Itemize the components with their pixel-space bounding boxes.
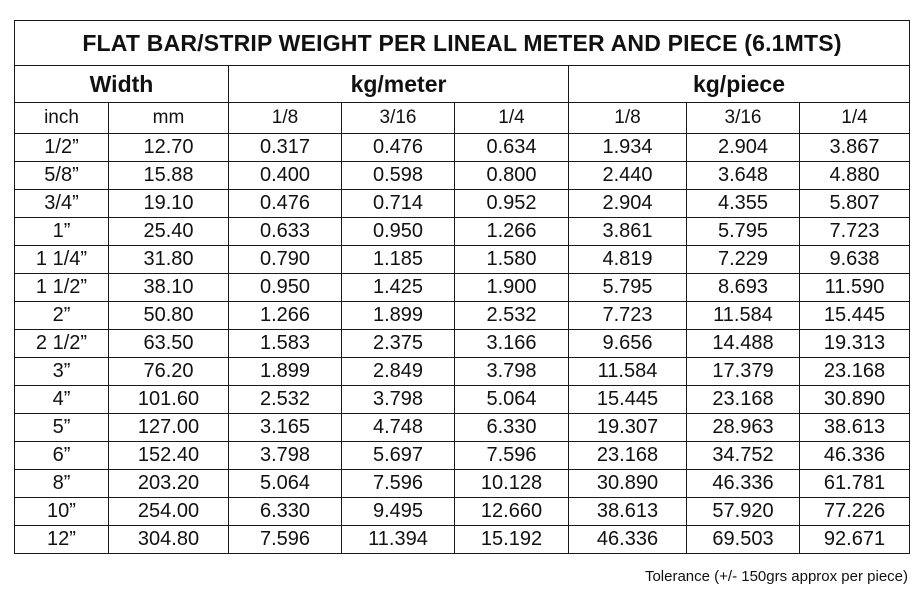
cell-meter-1-8: 3.165: [229, 414, 342, 442]
cell-inch: 1 1/2”: [15, 274, 109, 302]
group-header-width: Width: [15, 66, 229, 103]
cell-meter-3-16: 1.899: [342, 302, 455, 330]
cell-piece-1-4: 9.638: [800, 246, 910, 274]
cell-meter-1-8: 2.532: [229, 386, 342, 414]
table-row: [15, 358, 910, 386]
cell-meter-1-8: 1.899: [229, 358, 342, 386]
cell-meter-1-4: 0.634: [455, 134, 569, 162]
table-row: [15, 526, 910, 554]
cell-inch: 3/4”: [15, 190, 109, 218]
table-row: [15, 302, 910, 330]
cell-piece-1-4: 61.781: [800, 470, 910, 498]
cell-mm: 31.80: [109, 246, 229, 274]
cell-meter-3-16: 0.598: [342, 162, 455, 190]
cell-meter-1-4: 0.800: [455, 162, 569, 190]
cell-mm: 25.40: [109, 218, 229, 246]
cell-meter-3-16: 0.714: [342, 190, 455, 218]
cell-meter-1-8: 0.476: [229, 190, 342, 218]
table-row: [15, 330, 910, 358]
table-row: [15, 218, 910, 246]
cell-meter-3-16: 1.185: [342, 246, 455, 274]
cell-meter-1-4: 2.532: [455, 302, 569, 330]
cell-mm: 152.40: [109, 442, 229, 470]
cell-piece-3-16: 14.488: [687, 330, 800, 358]
cell-meter-3-16: 2.375: [342, 330, 455, 358]
cell-piece-3-16: 2.904: [687, 134, 800, 162]
cell-piece-3-16: 11.584: [687, 302, 800, 330]
cell-meter-1-4: 1.900: [455, 274, 569, 302]
cell-piece-1-4: 15.445: [800, 302, 910, 330]
table-row: [15, 190, 910, 218]
cell-meter-1-8: 0.950: [229, 274, 342, 302]
column-header-piece-1-8: 1/8: [569, 103, 687, 134]
cell-piece-3-16: 34.752: [687, 442, 800, 470]
cell-piece-3-16: 69.503: [687, 526, 800, 554]
table-row: [15, 414, 910, 442]
column-header-inch: inch: [15, 103, 109, 134]
cell-piece-3-16: 7.229: [687, 246, 800, 274]
cell-meter-1-8: 0.400: [229, 162, 342, 190]
cell-piece-3-16: 28.963: [687, 414, 800, 442]
cell-piece-1-4: 4.880: [800, 162, 910, 190]
cell-meter-1-4: 1.266: [455, 218, 569, 246]
cell-meter-3-16: 7.596: [342, 470, 455, 498]
cell-meter-1-4: 6.330: [455, 414, 569, 442]
cell-meter-1-4: 12.660: [455, 498, 569, 526]
cell-inch: 1”: [15, 218, 109, 246]
cell-meter-1-4: 1.580: [455, 246, 569, 274]
cell-mm: 127.00: [109, 414, 229, 442]
cell-piece-1-8: 23.168: [569, 442, 687, 470]
cell-meter-1-8: 0.633: [229, 218, 342, 246]
cell-piece-1-8: 19.307: [569, 414, 687, 442]
cell-piece-1-8: 38.613: [569, 498, 687, 526]
cell-piece-1-4: 19.313: [800, 330, 910, 358]
cell-piece-3-16: 17.379: [687, 358, 800, 386]
cell-piece-1-8: 7.723: [569, 302, 687, 330]
cell-inch: 1 1/4”: [15, 246, 109, 274]
cell-piece-1-8: 2.904: [569, 190, 687, 218]
cell-meter-3-16: 2.849: [342, 358, 455, 386]
cell-meter-1-8: 0.790: [229, 246, 342, 274]
cell-inch: 4”: [15, 386, 109, 414]
cell-piece-1-8: 2.440: [569, 162, 687, 190]
cell-piece-3-16: 57.920: [687, 498, 800, 526]
cell-piece-1-8: 30.890: [569, 470, 687, 498]
weight-table: [14, 20, 910, 554]
cell-meter-3-16: 0.476: [342, 134, 455, 162]
table-row: [15, 470, 910, 498]
cell-inch: 2”: [15, 302, 109, 330]
table-row: [15, 246, 910, 274]
group-header-kg-meter: kg/meter: [229, 66, 569, 103]
cell-meter-1-4: 10.128: [455, 470, 569, 498]
cell-piece-1-8: 11.584: [569, 358, 687, 386]
cell-meter-3-16: 0.950: [342, 218, 455, 246]
cell-meter-3-16: 11.394: [342, 526, 455, 554]
cell-piece-1-8: 15.445: [569, 386, 687, 414]
table-row: [15, 134, 910, 162]
cell-piece-1-4: 77.226: [800, 498, 910, 526]
cell-meter-3-16: 9.495: [342, 498, 455, 526]
cell-meter-3-16: 4.748: [342, 414, 455, 442]
cell-meter-1-8: 1.266: [229, 302, 342, 330]
column-header-row: [15, 103, 910, 134]
cell-mm: 101.60: [109, 386, 229, 414]
cell-mm: 254.00: [109, 498, 229, 526]
cell-inch: 8”: [15, 470, 109, 498]
cell-inch: 5/8”: [15, 162, 109, 190]
cell-piece-3-16: 46.336: [687, 470, 800, 498]
cell-inch: 6”: [15, 442, 109, 470]
weight-table-sheet: [14, 20, 909, 554]
cell-piece-3-16: 8.693: [687, 274, 800, 302]
table-title: FLAT BAR/STRIP WEIGHT PER LINEAL METER AND PIECE (6.1MTS): [15, 21, 910, 66]
table-body: [15, 134, 910, 554]
cell-piece-1-8: 3.861: [569, 218, 687, 246]
column-header-piece-3-16: 3/16: [687, 103, 800, 134]
cell-meter-1-8: 1.583: [229, 330, 342, 358]
cell-meter-1-4: 3.166: [455, 330, 569, 358]
cell-inch: 3”: [15, 358, 109, 386]
cell-piece-1-8: 5.795: [569, 274, 687, 302]
cell-piece-1-4: 38.613: [800, 414, 910, 442]
column-header-meter-1-8: 1/8: [229, 103, 342, 134]
cell-mm: 304.80: [109, 526, 229, 554]
tolerance-note: Tolerance (+/- 150grs approx per piece): [644, 568, 908, 585]
table-row: [15, 162, 910, 190]
column-header-meter-3-16: 3/16: [342, 103, 455, 134]
cell-meter-1-8: 3.798: [229, 442, 342, 470]
column-header-mm: mm: [109, 103, 229, 134]
cell-meter-3-16: 1.425: [342, 274, 455, 302]
cell-meter-1-4: 0.952: [455, 190, 569, 218]
cell-meter-1-4: 5.064: [455, 386, 569, 414]
cell-mm: 76.20: [109, 358, 229, 386]
cell-meter-1-4: 15.192: [455, 526, 569, 554]
cell-piece-1-4: 92.671: [800, 526, 910, 554]
cell-inch: 10”: [15, 498, 109, 526]
cell-meter-3-16: 5.697: [342, 442, 455, 470]
cell-piece-3-16: 4.355: [687, 190, 800, 218]
table-row: [15, 442, 910, 470]
cell-mm: 203.20: [109, 470, 229, 498]
cell-mm: 38.10: [109, 274, 229, 302]
cell-inch: 5”: [15, 414, 109, 442]
cell-piece-3-16: 3.648: [687, 162, 800, 190]
cell-piece-1-4: 3.867: [800, 134, 910, 162]
cell-piece-1-8: 4.819: [569, 246, 687, 274]
cell-piece-1-4: 23.168: [800, 358, 910, 386]
group-header-kg-piece: kg/piece: [569, 66, 910, 103]
cell-piece-1-4: 30.890: [800, 386, 910, 414]
cell-mm: 15.88: [109, 162, 229, 190]
cell-piece-1-4: 5.807: [800, 190, 910, 218]
cell-meter-1-8: 0.317: [229, 134, 342, 162]
cell-meter-1-4: 7.596: [455, 442, 569, 470]
cell-meter-1-4: 3.798: [455, 358, 569, 386]
cell-meter-1-8: 5.064: [229, 470, 342, 498]
cell-mm: 19.10: [109, 190, 229, 218]
table-row: [15, 274, 910, 302]
column-header-piece-1-4: 1/4: [800, 103, 910, 134]
table-row: [15, 386, 910, 414]
cell-inch: 2 1/2”: [15, 330, 109, 358]
cell-piece-1-8: 9.656: [569, 330, 687, 358]
cell-meter-1-8: 7.596: [229, 526, 342, 554]
cell-piece-3-16: 5.795: [687, 218, 800, 246]
cell-piece-3-16: 23.168: [687, 386, 800, 414]
cell-piece-1-4: 7.723: [800, 218, 910, 246]
cell-piece-1-4: 46.336: [800, 442, 910, 470]
table-row: [15, 498, 910, 526]
cell-piece-1-8: 46.336: [569, 526, 687, 554]
cell-piece-1-8: 1.934: [569, 134, 687, 162]
cell-inch: 1/2”: [15, 134, 109, 162]
cell-mm: 63.50: [109, 330, 229, 358]
cell-meter-1-8: 6.330: [229, 498, 342, 526]
cell-mm: 12.70: [109, 134, 229, 162]
cell-inch: 12”: [15, 526, 109, 554]
cell-mm: 50.80: [109, 302, 229, 330]
cell-meter-3-16: 3.798: [342, 386, 455, 414]
column-header-meter-1-4: 1/4: [455, 103, 569, 134]
cell-piece-1-4: 11.590: [800, 274, 910, 302]
